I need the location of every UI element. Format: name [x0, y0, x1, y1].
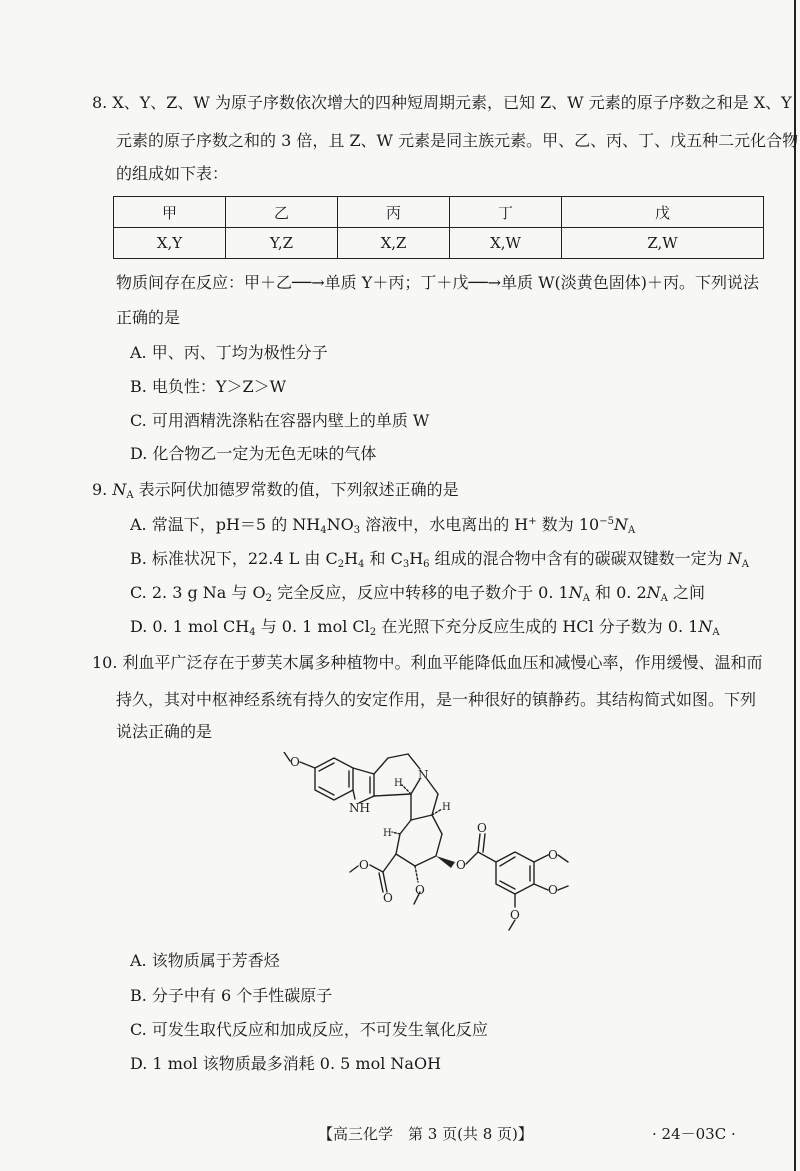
q8-option-a: A. 甲、丙、丁均为极性分子: [130, 343, 328, 362]
subscript: 2: [369, 627, 377, 638]
svg-text:O: O: [456, 858, 466, 872]
q8-line-4: 物质间存在反应：甲＋乙──→单质 Y＋丙；丁＋戊──→单质 W(淡黄色固体)＋丙。下列说法: [116, 273, 760, 292]
superscript: +: [528, 516, 537, 527]
avogadro-symbol: N: [646, 583, 661, 602]
text-run: 和 0. 2: [589, 583, 647, 602]
svg-text:O: O: [477, 821, 487, 835]
atom-label-h: H: [394, 778, 403, 789]
q10-option-b: B. 分子中有 6 个手性碳原子: [130, 986, 333, 1005]
svg-text:O: O: [548, 883, 558, 897]
table-header-cell: 丙: [338, 197, 450, 228]
subscript: 2: [337, 559, 345, 570]
subscript: 3: [402, 559, 410, 570]
text-run: B. 标准状况下，22.4 L 由 C: [130, 549, 338, 568]
q10-option-c: C. 可发生取代反应和加成反应，不可发生氧化反应: [130, 1020, 488, 1039]
q9-option-b: [130, 548, 749, 570]
text-run: 在光照下充分反应生成的 HCl 分子数为 0. 1: [376, 617, 699, 636]
superscript: −5: [599, 516, 614, 527]
svg-text:O: O: [510, 908, 520, 922]
atom-label-h: H: [383, 828, 392, 839]
q10-line-1: 10. 利血平广泛存在于萝芙木属多种植物中。利血平能降低血压和减慢心率，作用缓慢、温和而: [92, 653, 763, 672]
avogadro-symbol: N: [568, 583, 583, 602]
text-run: 和 C: [364, 549, 403, 568]
avogadro-symbol: N: [112, 480, 127, 499]
q8-option-b: B. 电负性：Y＞Z＞W: [130, 377, 287, 396]
subscript: 2: [265, 593, 272, 604]
svg-text:O: O: [415, 883, 425, 897]
paper-code: · 24－03C ·: [652, 1125, 736, 1143]
atom-label-nh: NH: [349, 801, 370, 815]
table-cell: X,Y: [114, 228, 226, 259]
svg-text:O: O: [359, 858, 369, 872]
table-header-cell: 甲: [114, 197, 226, 228]
q8-option-c: C. 可用酒精洗涤粘在容器内壁上的单质 W: [130, 411, 430, 430]
q10-line-3: 说法正确的是: [116, 722, 213, 741]
page-footer: 【高三化学 第 3 页(共 8 页)】: [318, 1125, 533, 1143]
q9-option-a: [130, 514, 635, 536]
table-cell: X,Z: [338, 228, 450, 259]
text-run: H: [344, 549, 359, 568]
text-run: NO: [326, 515, 354, 534]
subscript: 3: [353, 525, 361, 536]
table-row: [114, 228, 764, 259]
text-run: H: [409, 549, 424, 568]
table-header-cell: 丁: [450, 197, 562, 228]
text-run: C. 2. 3 g Na 与 O: [130, 583, 266, 602]
q10-option-a: A. 该物质属于芳香烃: [130, 951, 280, 970]
q9-option-d: [130, 616, 720, 638]
text-run: 与 0. 1 mol Cl: [255, 617, 370, 636]
q10-line-2: 持久，其对中枢神经系统有持久的安定作用，是一种很好的镇静药。其结构简式如图。下列: [116, 690, 757, 709]
text-run: 完全反应，反应中转移的电子数介于 0. 1: [272, 583, 569, 602]
q8-line-3: 的组成如下表：: [116, 164, 229, 183]
table-header-cell: 戊: [562, 197, 764, 228]
text-run: D. 0. 1 mol CH: [130, 617, 250, 636]
q9-stem-text: 表示阿伏加德罗常数的值，下列叙述正确的是: [133, 480, 459, 499]
subscript: 4: [358, 559, 365, 570]
text-run: 之间: [667, 583, 705, 602]
subscript: 6: [423, 559, 430, 570]
avogadro-subscript: A: [660, 593, 668, 604]
text-run: 溶液中，水电离出的 H: [360, 515, 529, 534]
subscript: 4: [320, 525, 327, 536]
atom-label-h: H: [442, 802, 451, 813]
avogadro-subscript: A: [582, 593, 590, 604]
table-header-cell: 乙: [226, 197, 338, 228]
avogadro-symbol: N: [727, 549, 742, 568]
avogadro-subscript: A: [712, 627, 720, 638]
text-run: A. 常温下，pH＝5 的 NH: [130, 515, 321, 534]
svg-text:O: O: [383, 891, 393, 905]
q9-number: 9.: [92, 480, 108, 499]
avogadro-subscript: A: [627, 525, 636, 536]
q9-stem: [92, 479, 459, 501]
subscript: 4: [249, 627, 256, 638]
q8-line-2: 元素的原子序数之和的 3 倍，且 Z、W 元素是同主族元素。甲、乙、丙、丁、戊五种二元化合物: [116, 131, 799, 150]
table-cell: X,W: [450, 228, 562, 259]
avogadro-subscript: A: [126, 490, 134, 501]
q8-option-d: D. 化合物乙一定为无色无味的气体: [130, 444, 377, 463]
text-run: 数为 10: [536, 515, 600, 534]
q9-option-c: [130, 582, 705, 604]
q10-option-d: D. 1 mol 该物质最多消耗 0. 5 mol NaOH: [130, 1054, 442, 1073]
page-edge: [794, 0, 796, 1171]
q8-line-1: 8. X、Y、Z、W 为原子序数依次增大的四种短周期元素，已知 Z、W 元素的原子序数之和是 X、Y: [92, 93, 792, 112]
text-run: 组成的混合物中含有的碳碳双键数一定为: [429, 549, 728, 568]
composition-table: [113, 196, 764, 259]
atom-label-n: N: [418, 768, 429, 782]
table-cell: Y,Z: [226, 228, 338, 259]
reserpine-structure-atoms: [270, 752, 600, 942]
avogadro-symbol: N: [698, 617, 713, 636]
table-header-row: [114, 197, 764, 228]
avogadro-symbol: N: [613, 515, 628, 534]
svg-text:O: O: [290, 755, 300, 769]
table-cell: Z,W: [562, 228, 764, 259]
avogadro-subscript: A: [741, 559, 749, 570]
q8-line-5: 正确的是: [116, 308, 181, 327]
svg-text:O: O: [548, 848, 558, 862]
